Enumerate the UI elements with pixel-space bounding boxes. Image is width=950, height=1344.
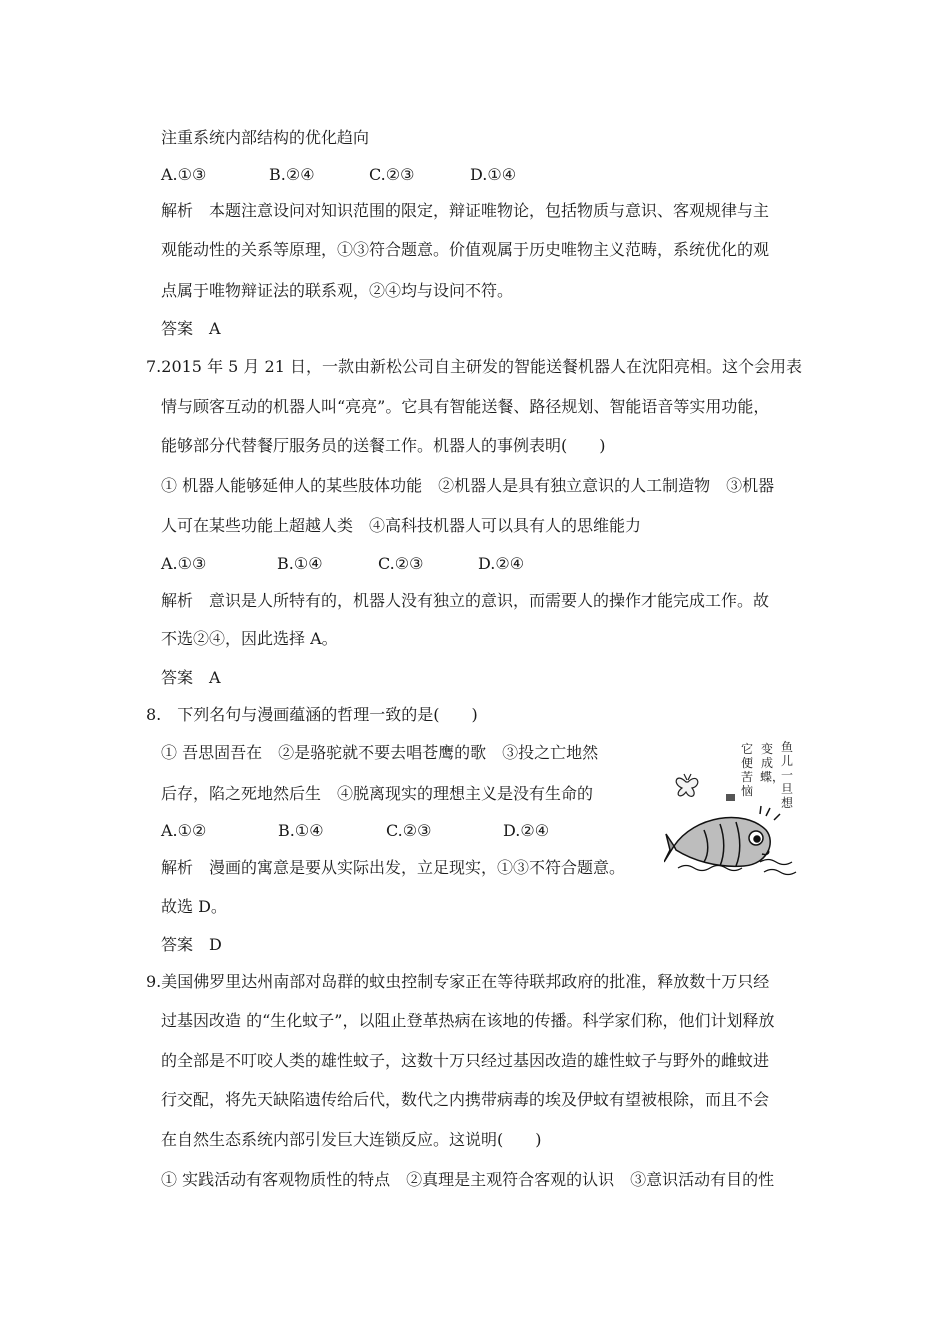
- question-8-item: 后存，陷之死地然后生 ④脱离现实的理想主义是没有生命的: [161, 784, 594, 803]
- analysis-line: 故选 D。: [161, 897, 227, 916]
- analysis-line: 解析 漫画的寓意是要从实际出发，立足现实，①③不符合题意。: [161, 858, 626, 877]
- answer-line: 答案 A: [161, 668, 221, 687]
- question-7-item: ① 机器人能够延伸人的某些肢体功能 ②机器人是具有独立意识的人工制造物 ③机器: [161, 476, 775, 495]
- cartoon-caption-column: 变成蝶，: [760, 742, 785, 784]
- option-d: D.②④: [503, 821, 550, 840]
- question-9-stem: 的全部是不叮咬人类的雄性蚊子，这数十万只经过基因改造的雄性蚊子与野外的雌蚊进: [161, 1051, 770, 1070]
- paragraph-line: 注重系统内部结构的优化趋向: [161, 128, 370, 147]
- butterfly-icon: [676, 774, 698, 796]
- question-9-stem: 在自然生态系统内部引发巨大连锁反应。这说明( ): [161, 1130, 542, 1149]
- option-a: A.①③: [161, 554, 207, 573]
- option-c: C.②③: [369, 165, 415, 184]
- question-9-item: ① 实践活动有客观物质性的特点 ②真理是主观符合客观的认识 ③意识活动有目的性: [161, 1170, 775, 1189]
- answer-line: 答案 D: [161, 935, 222, 954]
- fish-butterfly-cartoon: [664, 738, 804, 888]
- seal-icon: [726, 794, 735, 801]
- option-a: A.①③: [161, 165, 207, 184]
- option-d: D.①④: [470, 165, 517, 184]
- option-d: D.②④: [478, 554, 525, 573]
- question-7-item: 人可在某些功能上超越人类 ④高科技机器人可以具有人的思维能力: [161, 516, 642, 535]
- question-9-stem: 过基因改造 的“生化蚊子”，以阻止登革热病在该地的传播。科学家们称，他们计划释放: [161, 1011, 775, 1030]
- question-8-item: ① 吾思固吾在 ②是骆驼就不要去唱苍鹰的歌 ③投之亡地然: [161, 743, 599, 762]
- answer-line: 答案 A: [161, 319, 221, 338]
- analysis-line: 不选②④，因此选择 A。: [161, 629, 338, 648]
- question-9-stem: 行交配，将先天缺陷遗传给后代，数代之内携带病毒的埃及伊蚊有望被根除，而且不会: [161, 1090, 770, 1109]
- cartoon-caption-column: 鱼儿一旦想: [780, 740, 793, 810]
- option-b: B.②④: [269, 165, 315, 184]
- fish-icon: [664, 738, 804, 888]
- analysis-line: 解析 本题注意设问对知识范围的限定，辩证唯物论，包括物质与意识、客观规律与主: [161, 201, 770, 220]
- question-7-stem: 情与顾客互动的机器人叫“亮亮”。它具有智能送餐、路径规划、智能语音等实用功能，: [161, 397, 770, 416]
- option-a: A.①②: [161, 821, 207, 840]
- question-8-stem: 8. 下列名句与漫画蕴涵的哲理一致的是( ): [146, 705, 478, 724]
- analysis-line: 观能动性的关系等原理，①③符合题意。价值观属于历史唯物主义范畴，系统优化的观: [161, 240, 770, 259]
- option-c: C.②③: [386, 821, 432, 840]
- option-b: B.①④: [278, 821, 324, 840]
- analysis-line: 点属于唯物辩证法的联系观，②④均与设问不符。: [161, 281, 514, 300]
- question-7-stem: 7.2015 年 5 月 21 日，一款由新松公司自主研发的智能送餐机器人在沈阳亮相。这个会用表: [146, 357, 802, 376]
- analysis-line: 解析 意识是人所特有的，机器人没有独立的意识，而需要人的操作才能完成工作。故: [161, 591, 770, 610]
- cartoon-caption-column: 它便苦恼: [740, 742, 753, 798]
- option-b: B.①④: [277, 554, 323, 573]
- option-c: C.②③: [378, 554, 424, 573]
- question-9-stem: 9.美国佛罗里达州南部对岛群的蚊虫控制专家正在等待联邦政府的批准，释放数十万只经: [146, 972, 770, 991]
- question-7-stem: 能够部分代替餐厅服务员的送餐工作。机器人的事例表明( ): [161, 436, 606, 455]
